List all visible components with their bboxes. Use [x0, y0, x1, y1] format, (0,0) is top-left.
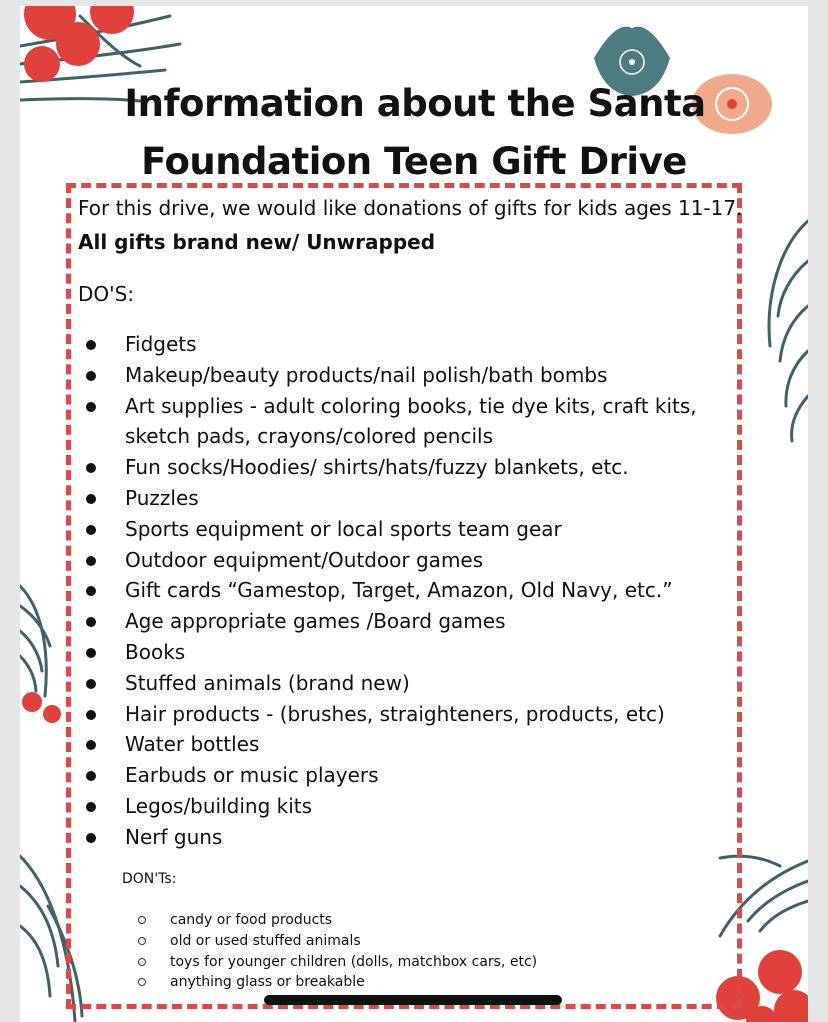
- donts-list: [138, 910, 537, 993]
- list-item: Outdoor equipment/Outdoor games: [86, 545, 726, 576]
- gift-condition-note: All gifts brand new/ Unwrapped: [78, 230, 436, 254]
- list-item: candy or food products: [138, 910, 537, 931]
- holly-berries-icon: [22, 692, 61, 723]
- list-item: Puzzles: [86, 483, 726, 514]
- dos-list: [86, 329, 726, 853]
- list-item: Earbuds or music players: [86, 760, 726, 791]
- list-item: Books: [86, 637, 726, 668]
- list-item: Legos/building kits: [86, 791, 726, 822]
- list-item: Fidgets: [86, 329, 726, 360]
- list-item: Makeup/beauty products/nail polish/bath bombs: [86, 360, 726, 391]
- dos-heading: DO'S:: [78, 282, 135, 306]
- list-item: Gift cards “Gamestop, Target, Amazon, Old Navy, etc.”: [86, 575, 726, 606]
- home-indicator-bar[interactable]: [264, 995, 562, 1005]
- list-item: Stuffed animals (brand new): [86, 668, 726, 699]
- flyer-page: [20, 6, 808, 1022]
- page-title: Information about the Santa: [124, 82, 706, 125]
- list-item: Art supplies - adult coloring books, tie dye kits, craft kits, sketch pads, crayons/colored pencils: [86, 391, 726, 453]
- list-item: anything glass or breakable: [138, 972, 537, 993]
- list-item: old or used stuffed animals: [138, 931, 537, 952]
- list-item: Nerf guns: [86, 822, 726, 853]
- list-item: Hair products - (brushes, straighteners, products, etc): [86, 699, 726, 730]
- pine-branch-icon: [769, 221, 808, 441]
- list-item: Water bottles: [86, 729, 726, 760]
- donts-heading: DON'Ts:: [122, 871, 177, 887]
- pine-branch-icon: [20, 586, 50, 696]
- list-item: Fun socks/Hoodies/ shirts/hats/fuzzy blankets, etc.: [86, 452, 726, 483]
- intro-text: For this drive, we would like donations of gifts for kids ages 11-17.: [78, 196, 743, 220]
- page-subtitle: Foundation Teen Gift Drive: [141, 140, 687, 183]
- list-item: toys for younger children (dolls, matchbox cars, etc): [138, 952, 537, 973]
- list-item: Age appropriate games /Board games: [86, 606, 726, 637]
- list-item: Sports equipment or local sports team gear: [86, 514, 726, 545]
